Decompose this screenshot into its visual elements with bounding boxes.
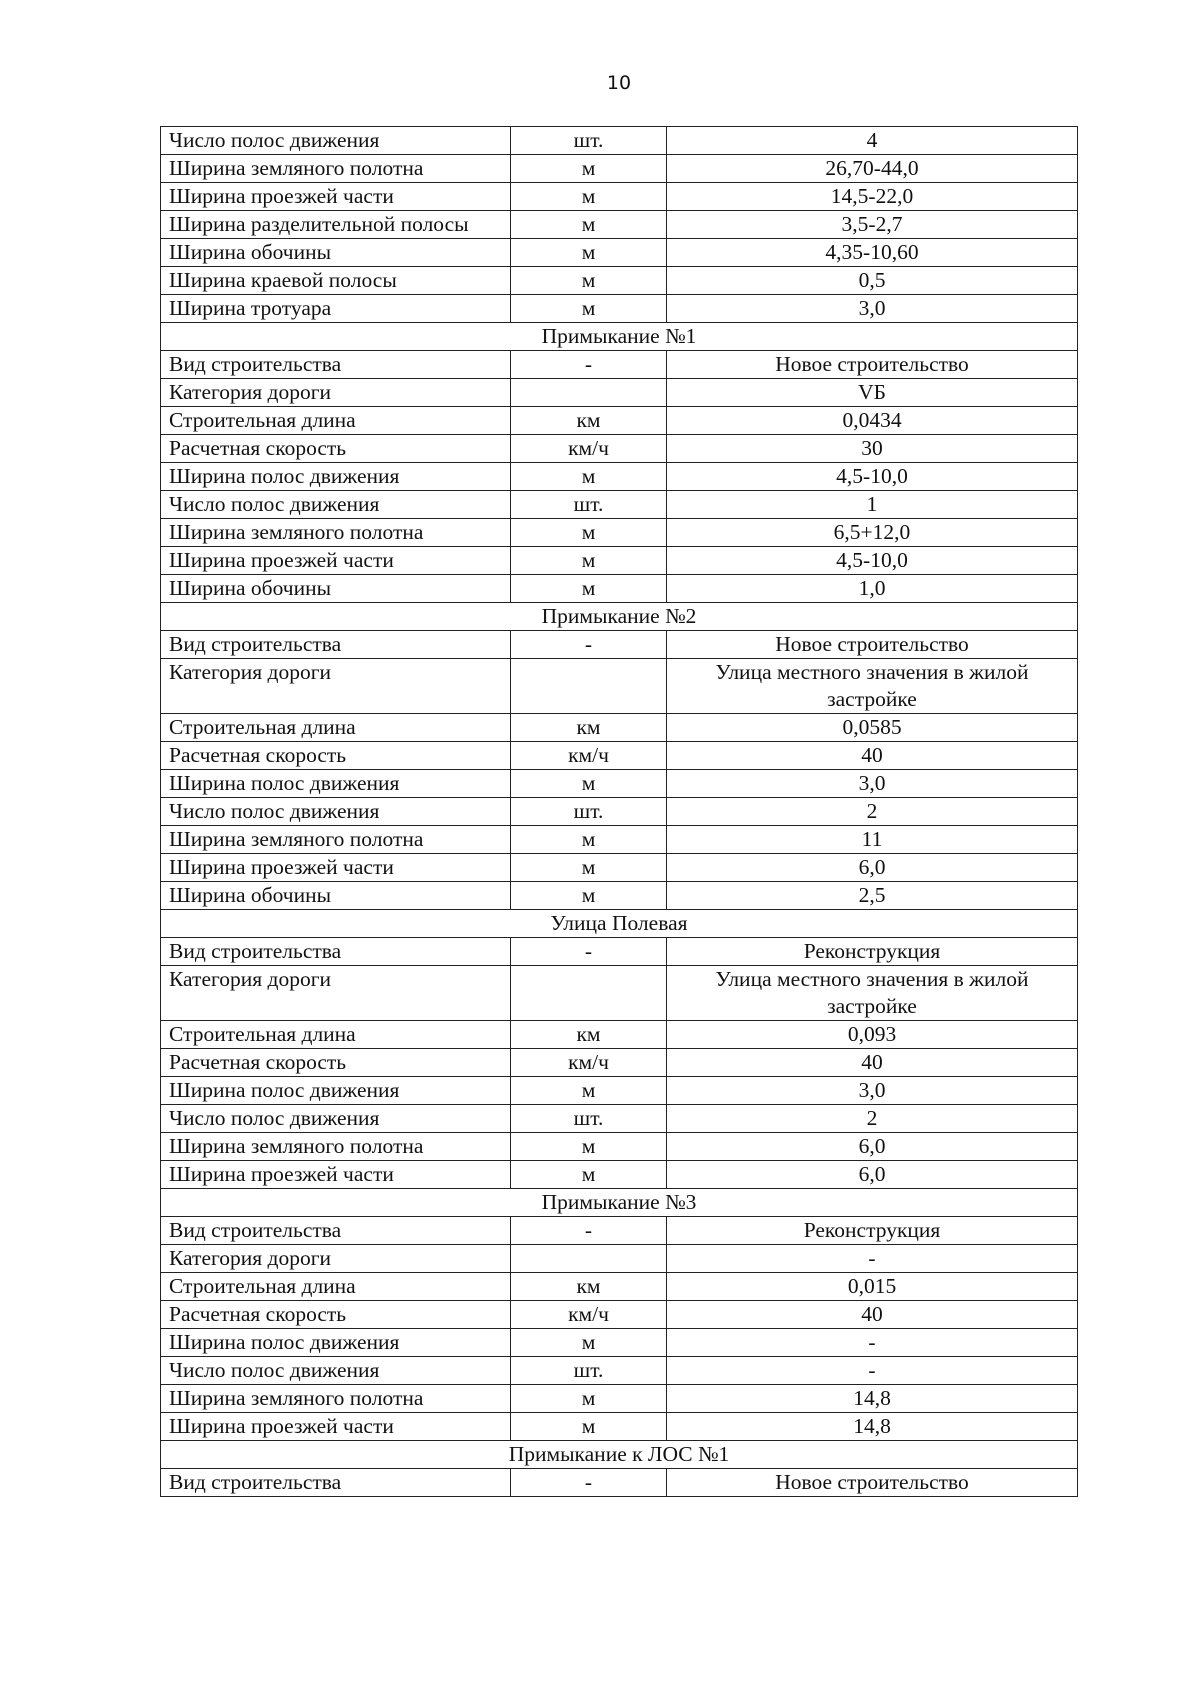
value-cell: VБ — [667, 379, 1078, 407]
table-row — [161, 854, 1078, 882]
parameter-cell: Категория дороги — [161, 659, 511, 714]
value-cell: Реконструкция — [667, 1217, 1078, 1245]
value-cell: Новое строительство — [667, 1469, 1078, 1497]
value-cell: - — [667, 1245, 1078, 1273]
value-cell: 1,0 — [667, 575, 1078, 603]
table-row — [161, 1049, 1078, 1077]
value-cell: 0,0434 — [667, 407, 1078, 435]
value-cell: 3,5-2,7 — [667, 211, 1078, 239]
parameter-cell: Ширина проезжей части — [161, 1413, 511, 1441]
value-cell: 6,0 — [667, 1161, 1078, 1189]
value-cell: 40 — [667, 742, 1078, 770]
table-row — [161, 351, 1078, 379]
unit-cell: м — [511, 155, 667, 183]
value-cell: Реконструкция — [667, 938, 1078, 966]
parameter-cell: Вид строительства — [161, 1217, 511, 1245]
section-header-row — [161, 1441, 1078, 1469]
section-header-row — [161, 1189, 1078, 1217]
unit-cell: м — [511, 770, 667, 798]
value-cell: 0,0585 — [667, 714, 1078, 742]
unit-cell: шт. — [511, 798, 667, 826]
unit-cell: м — [511, 1077, 667, 1105]
table-row — [161, 491, 1078, 519]
unit-cell: м — [511, 826, 667, 854]
table-row — [161, 770, 1078, 798]
value-cell: 4,5-10,0 — [667, 547, 1078, 575]
unit-cell: км — [511, 407, 667, 435]
table-row — [161, 1413, 1078, 1441]
unit-cell: м — [511, 239, 667, 267]
unit-cell: м — [511, 1161, 667, 1189]
unit-cell: м — [511, 547, 667, 575]
value-cell: 11 — [667, 826, 1078, 854]
table-row — [161, 659, 1078, 714]
table-row — [161, 966, 1078, 1021]
table-row — [161, 1217, 1078, 1245]
value-cell: 0,5 — [667, 267, 1078, 295]
table-row — [161, 575, 1078, 603]
unit-cell: - — [511, 631, 667, 659]
unit-cell: - — [511, 1469, 667, 1497]
parameter-cell: Расчетная скорость — [161, 1301, 511, 1329]
parameter-cell: Расчетная скорость — [161, 1049, 511, 1077]
value-cell: 6,0 — [667, 1133, 1078, 1161]
parameter-cell: Число полос движения — [161, 127, 511, 155]
value-cell: 6,0 — [667, 854, 1078, 882]
table-row — [161, 1077, 1078, 1105]
value-cell: 4,5-10,0 — [667, 463, 1078, 491]
parameter-cell: Категория дороги — [161, 379, 511, 407]
value-cell: 26,70-44,0 — [667, 155, 1078, 183]
parameter-cell: Строительная длина — [161, 1273, 511, 1301]
specifications-table-body — [161, 127, 1078, 1497]
table-row — [161, 155, 1078, 183]
parameter-cell: Категория дороги — [161, 966, 511, 1021]
parameter-cell: Ширина проезжей части — [161, 1161, 511, 1189]
unit-cell: км — [511, 1273, 667, 1301]
section-header-row — [161, 323, 1078, 351]
value-cell: 4,35-10,60 — [667, 239, 1078, 267]
unit-cell: - — [511, 938, 667, 966]
value-cell: Новое строительство — [667, 351, 1078, 379]
value-cell: 3,0 — [667, 770, 1078, 798]
value-cell: 40 — [667, 1049, 1078, 1077]
value-cell: 4 — [667, 127, 1078, 155]
table-row — [161, 1161, 1078, 1189]
table-row — [161, 742, 1078, 770]
unit-cell: км/ч — [511, 742, 667, 770]
value-cell: 0,015 — [667, 1273, 1078, 1301]
unit-cell — [511, 1245, 667, 1273]
table-row — [161, 1273, 1078, 1301]
section-header-row — [161, 603, 1078, 631]
table-row — [161, 519, 1078, 547]
table-row — [161, 267, 1078, 295]
unit-cell: шт. — [511, 1357, 667, 1385]
parameter-cell: Вид строительства — [161, 1469, 511, 1497]
table-row — [161, 1105, 1078, 1133]
specifications-table — [160, 126, 1078, 1497]
value-cell: 14,8 — [667, 1385, 1078, 1413]
parameter-cell: Ширина земляного полотна — [161, 155, 511, 183]
parameter-cell: Ширина полос движения — [161, 1329, 511, 1357]
table-row — [161, 938, 1078, 966]
value-cell: 30 — [667, 435, 1078, 463]
parameter-cell: Ширина полос движения — [161, 463, 511, 491]
unit-cell: км — [511, 1021, 667, 1049]
table-row — [161, 1329, 1078, 1357]
parameter-cell: Ширина обочины — [161, 239, 511, 267]
table-row — [161, 1385, 1078, 1413]
parameter-cell: Ширина земляного полотна — [161, 826, 511, 854]
unit-cell: м — [511, 519, 667, 547]
table-row — [161, 882, 1078, 910]
unit-cell: шт. — [511, 127, 667, 155]
value-cell: 0,093 — [667, 1021, 1078, 1049]
table-row — [161, 1021, 1078, 1049]
value-cell: 14,8 — [667, 1413, 1078, 1441]
section-title: Примыкание №1 — [161, 323, 1078, 351]
table-row — [161, 127, 1078, 155]
table-row — [161, 631, 1078, 659]
parameter-cell: Строительная длина — [161, 1021, 511, 1049]
value-cell: 14,5-22,0 — [667, 183, 1078, 211]
parameter-cell: Строительная длина — [161, 407, 511, 435]
section-title: Улица Полевая — [161, 910, 1078, 938]
parameter-cell: Число полос движения — [161, 1357, 511, 1385]
unit-cell: м — [511, 575, 667, 603]
value-cell: - — [667, 1329, 1078, 1357]
value-cell: 3,0 — [667, 1077, 1078, 1105]
parameter-cell: Строительная длина — [161, 714, 511, 742]
unit-cell: км/ч — [511, 1049, 667, 1077]
unit-cell: м — [511, 1385, 667, 1413]
table-row — [161, 1133, 1078, 1161]
value-cell: 3,0 — [667, 295, 1078, 323]
unit-cell: м — [511, 1329, 667, 1357]
parameter-cell: Ширина проезжей части — [161, 547, 511, 575]
table-row — [161, 1245, 1078, 1273]
value-cell: 2,5 — [667, 882, 1078, 910]
parameter-cell: Ширина обочины — [161, 882, 511, 910]
unit-cell: м — [511, 882, 667, 910]
table-row — [161, 826, 1078, 854]
unit-cell: км — [511, 714, 667, 742]
unit-cell: м — [511, 463, 667, 491]
unit-cell: шт. — [511, 1105, 667, 1133]
table-row — [161, 547, 1078, 575]
parameter-cell: Расчетная скорость — [161, 742, 511, 770]
table-row — [161, 407, 1078, 435]
value-cell: Улица местного значения в жилой застройке — [667, 659, 1078, 714]
unit-cell: м — [511, 1133, 667, 1161]
value-cell: 6,5+12,0 — [667, 519, 1078, 547]
unit-cell: шт. — [511, 491, 667, 519]
page-number: 10 — [606, 72, 632, 94]
parameter-cell: Категория дороги — [161, 1245, 511, 1273]
table-row — [161, 714, 1078, 742]
parameter-cell: Вид строительства — [161, 351, 511, 379]
parameter-cell: Ширина краевой полосы — [161, 267, 511, 295]
unit-cell: м — [511, 267, 667, 295]
value-cell: Улица местного значения в жилой застройке — [667, 966, 1078, 1021]
table-row — [161, 463, 1078, 491]
parameter-cell: Ширина проезжей части — [161, 183, 511, 211]
section-header-row — [161, 910, 1078, 938]
section-title: Примыкание №2 — [161, 603, 1078, 631]
parameter-cell: Ширина земляного полотна — [161, 1385, 511, 1413]
unit-cell — [511, 379, 667, 407]
table-row — [161, 1301, 1078, 1329]
unit-cell: м — [511, 295, 667, 323]
value-cell: - — [667, 1357, 1078, 1385]
value-cell: 40 — [667, 1301, 1078, 1329]
table-row — [161, 183, 1078, 211]
unit-cell: м — [511, 854, 667, 882]
unit-cell: м — [511, 211, 667, 239]
parameter-cell: Число полос движения — [161, 1105, 511, 1133]
unit-cell — [511, 966, 667, 1021]
unit-cell — [511, 659, 667, 714]
parameter-cell: Ширина разделительной полосы — [161, 211, 511, 239]
parameter-cell: Вид строительства — [161, 938, 511, 966]
unit-cell: м — [511, 183, 667, 211]
parameter-cell: Ширина тротуара — [161, 295, 511, 323]
table-row — [161, 295, 1078, 323]
value-cell: 2 — [667, 798, 1078, 826]
unit-cell: км/ч — [511, 435, 667, 463]
value-cell: 1 — [667, 491, 1078, 519]
parameter-cell: Ширина земляного полотна — [161, 519, 511, 547]
value-cell: Новое строительство — [667, 631, 1078, 659]
table-row — [161, 435, 1078, 463]
parameter-cell: Ширина обочины — [161, 575, 511, 603]
unit-cell: км/ч — [511, 1301, 667, 1329]
table-row — [161, 239, 1078, 267]
unit-cell: м — [511, 1413, 667, 1441]
parameter-cell: Расчетная скорость — [161, 435, 511, 463]
section-title: Примыкание №3 — [161, 1189, 1078, 1217]
parameter-cell: Ширина полос движения — [161, 1077, 511, 1105]
section-title: Примыкание к ЛОС №1 — [161, 1441, 1078, 1469]
parameter-cell: Вид строительства — [161, 631, 511, 659]
unit-cell: - — [511, 351, 667, 379]
table-row — [161, 1357, 1078, 1385]
table-row — [161, 211, 1078, 239]
table-row — [161, 1469, 1078, 1497]
parameter-cell: Ширина полос движения — [161, 770, 511, 798]
parameter-cell: Число полос движения — [161, 491, 511, 519]
parameter-cell: Число полос движения — [161, 798, 511, 826]
parameter-cell: Ширина земляного полотна — [161, 1133, 511, 1161]
unit-cell: - — [511, 1217, 667, 1245]
table-row — [161, 379, 1078, 407]
table-row — [161, 798, 1078, 826]
parameter-cell: Ширина проезжей части — [161, 854, 511, 882]
value-cell: 2 — [667, 1105, 1078, 1133]
